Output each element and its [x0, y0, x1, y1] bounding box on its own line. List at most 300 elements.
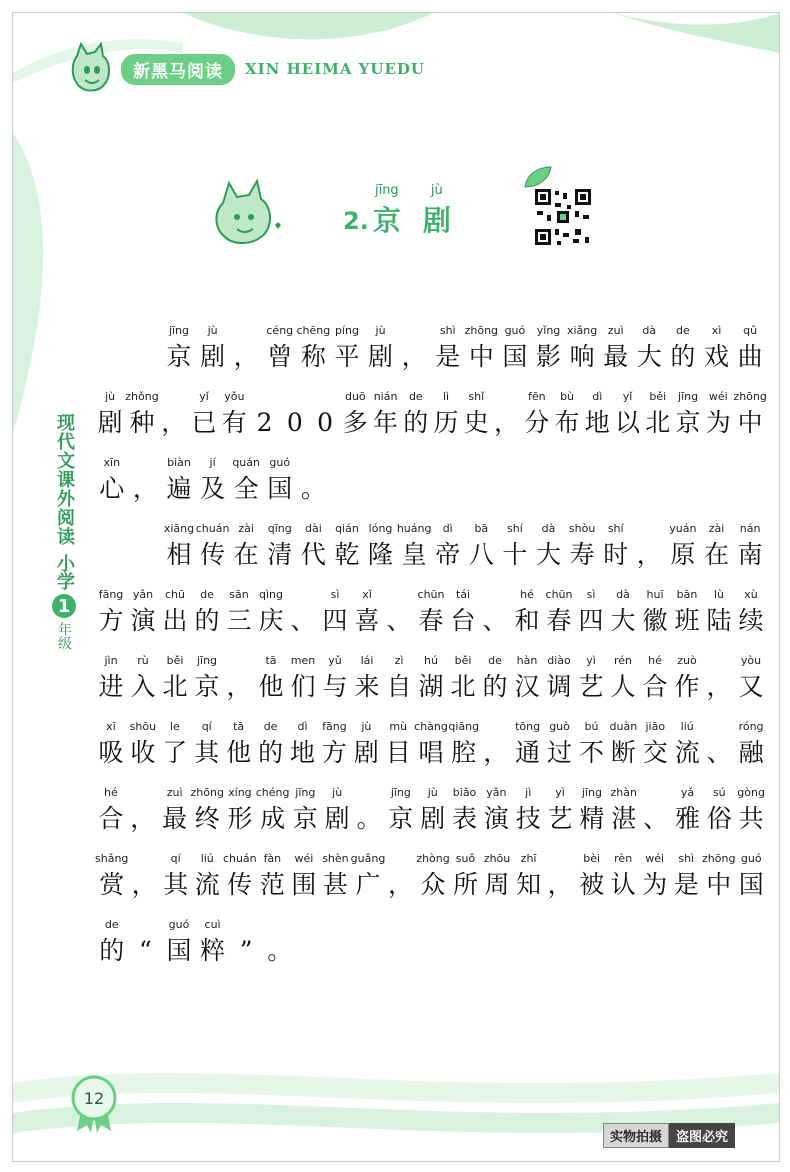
- hanzi: 与: [322, 672, 348, 701]
- ruby-char: [229, 918, 263, 968]
- hanzi: 目: [385, 738, 411, 767]
- pinyin: shǎng: [95, 852, 129, 865]
- ruby-char: [95, 654, 127, 704]
- hanzi: 。: [356, 804, 382, 833]
- hanzi: 流: [194, 870, 220, 899]
- ruby-char: [191, 588, 223, 638]
- ruby-char: [95, 852, 128, 902]
- hanzi: 唱: [418, 738, 444, 767]
- ruby-char: [370, 390, 400, 440]
- ruby-char: [612, 390, 642, 440]
- text-line: [95, 836, 767, 902]
- ruby-char: [599, 324, 633, 374]
- hanzi: 国: [267, 474, 293, 503]
- hanzi: 北: [162, 672, 188, 701]
- hanzi: 来: [354, 672, 380, 701]
- pinyin: xì: [711, 324, 722, 337]
- hanzi: 腔: [451, 738, 477, 767]
- pinyin: guó: [269, 456, 291, 469]
- pinyin: zì: [394, 654, 404, 667]
- ruby-char: [397, 324, 431, 374]
- ruby-char: [702, 852, 735, 902]
- hanzi: 甚: [322, 870, 348, 899]
- pinyin: zài: [238, 522, 254, 535]
- ruby-char: [263, 324, 297, 374]
- pinyin: chuán: [222, 852, 257, 865]
- pinyin: biàn: [167, 456, 191, 469]
- ruby-char: [666, 324, 700, 374]
- ruby-char: [351, 654, 383, 704]
- side-swoosh-decoration: [13, 133, 53, 433]
- pinyin: jù: [427, 786, 438, 799]
- ruby-char: [129, 522, 163, 572]
- hanzi: 大: [536, 540, 562, 569]
- ruby-char: [735, 720, 767, 770]
- pinyin: qǔ: [743, 324, 758, 337]
- ruby-char: [607, 588, 639, 638]
- ruby-char: [415, 588, 447, 638]
- ruby-char: [672, 786, 704, 836]
- pinyin: guǎng: [350, 852, 386, 865]
- ruby-char: [703, 588, 735, 638]
- hanzi: ，: [494, 408, 520, 437]
- stamp-copyright: 盗图必究: [669, 1123, 735, 1148]
- hanzi: 的: [99, 936, 125, 965]
- ruby-char: [565, 522, 599, 572]
- text-line: [95, 308, 767, 374]
- pinyin: běi: [649, 390, 667, 403]
- ruby-char: [280, 390, 310, 440]
- hanzi: 演: [483, 804, 509, 833]
- pinyin: yuán: [669, 522, 697, 535]
- hanzi: 北: [645, 408, 671, 437]
- hanzi: 的: [258, 738, 284, 767]
- hanzi: 雅: [674, 804, 700, 833]
- pinyin: yǔ: [328, 654, 342, 667]
- ruby-char: [350, 720, 382, 770]
- ruby-char: [196, 918, 230, 968]
- ruby-char: [479, 588, 511, 638]
- hanzi: 曲: [737, 342, 763, 371]
- ruby-char: [191, 720, 223, 770]
- hanzi: 地: [289, 738, 315, 767]
- pinyin: dà: [642, 324, 657, 337]
- ruby-char: [639, 852, 671, 902]
- hanzi: 是: [435, 342, 461, 371]
- ruby-char: [416, 852, 449, 902]
- hanzi: 有: [221, 408, 247, 437]
- ruby-char: [297, 456, 331, 506]
- hanzi: 方: [321, 738, 347, 767]
- pinyin: jīng: [390, 786, 411, 799]
- hanzi: 周: [484, 870, 510, 899]
- hanzi: 形: [227, 804, 253, 833]
- hanzi: 0: [286, 408, 303, 437]
- pinyin: lóng: [368, 522, 393, 535]
- ruby-char: [633, 324, 667, 374]
- horse-mascot-icon: [67, 42, 115, 96]
- ruby-char: [255, 720, 287, 770]
- pinyin: hé: [104, 786, 118, 799]
- ruby-char: [162, 456, 196, 506]
- pinyin: jīng: [196, 654, 218, 667]
- ruby-char: [256, 786, 290, 836]
- ruby-char: [191, 654, 223, 704]
- hanzi: 俗: [706, 804, 732, 833]
- ruby-char: [447, 654, 479, 704]
- pinyin: dài: [304, 522, 322, 535]
- hanzi: 时: [603, 540, 629, 569]
- pinyin: shōu: [129, 720, 157, 733]
- book-page: [12, 12, 780, 1162]
- hanzi: 进: [98, 672, 124, 701]
- text-line: [95, 770, 767, 836]
- pinyin: xiāng: [163, 522, 195, 535]
- hanzi: 以: [615, 408, 641, 437]
- ruby-char: [95, 720, 127, 770]
- ruby-char: [318, 720, 350, 770]
- pinyin: bú: [584, 720, 599, 733]
- ruby-char: [576, 786, 608, 836]
- ruby-char: [532, 324, 566, 374]
- hanzi: 最: [162, 804, 188, 833]
- hanzi: 为: [705, 408, 731, 437]
- pinyin: zuì: [607, 324, 624, 337]
- text-line: [95, 902, 767, 968]
- page-number: 12: [83, 1088, 105, 1108]
- ruby-char: [127, 654, 159, 704]
- pinyin: yǒu: [224, 390, 245, 403]
- title-pinyin: jù: [430, 183, 443, 198]
- ruby-char: [287, 720, 319, 770]
- hanzi: ”: [239, 936, 253, 965]
- pinyin: le: [169, 720, 180, 733]
- pinyin: jiāo: [645, 720, 666, 733]
- lesson-title-block: [203, 163, 623, 263]
- ruby-char: [196, 324, 230, 374]
- pinyin: jù: [105, 390, 116, 403]
- hanzi: 、: [386, 606, 412, 635]
- hanzi: ，: [388, 870, 414, 899]
- hanzi: ，: [130, 804, 156, 833]
- pinyin: guó: [168, 918, 190, 931]
- ruby-char: [249, 390, 279, 440]
- ruby-char: [159, 720, 191, 770]
- hanzi: 的: [194, 606, 220, 635]
- hanzi: ，: [401, 342, 427, 371]
- pinyin: píng: [334, 324, 359, 337]
- hanzi: 终: [194, 804, 220, 833]
- pinyin: yǎn: [132, 588, 154, 601]
- ruby-char: [735, 588, 767, 638]
- hanzi: 中: [468, 342, 494, 371]
- hanzi: 平: [334, 342, 360, 371]
- ruby-char: [522, 390, 552, 440]
- ruby-char: [397, 522, 431, 572]
- pinyin: bān: [676, 588, 698, 601]
- hanzi: 技: [515, 804, 541, 833]
- hanzi: ，: [547, 870, 573, 899]
- pinyin: zhōu: [483, 852, 511, 865]
- hanzi: 方: [98, 606, 124, 635]
- hanzi: 遍: [166, 474, 192, 503]
- pinyin: jù: [207, 324, 218, 337]
- hanzi: 在: [703, 540, 729, 569]
- ruby-char: [310, 390, 340, 440]
- pinyin: tā: [265, 654, 277, 667]
- ruby-char: [703, 720, 735, 770]
- pinyin: dì: [592, 390, 603, 403]
- hanzi: 八: [468, 540, 494, 569]
- pinyin: zuì: [166, 786, 183, 799]
- pinyin: yǐng: [536, 324, 561, 337]
- ruby-char: [95, 588, 127, 638]
- hanzi: 、: [290, 606, 316, 635]
- hanzi: 吸: [98, 738, 124, 767]
- hanzi: ，: [132, 474, 158, 503]
- pinyin: qìng: [259, 588, 283, 601]
- pinyin: zài: [708, 522, 725, 535]
- ruby-char: [287, 588, 319, 638]
- ruby-char: [544, 852, 576, 902]
- ruby-char: [735, 852, 767, 902]
- ruby-char: [465, 522, 499, 572]
- pinyin: yǎn: [486, 786, 507, 799]
- hanzi: 皇: [401, 540, 427, 569]
- hanzi: 融: [738, 738, 764, 767]
- stamp-real-photo: 实物拍摄: [603, 1123, 669, 1148]
- hanzi: 艺: [547, 804, 573, 833]
- pinyin: dì: [442, 522, 453, 535]
- hanzi: 其: [163, 870, 189, 899]
- ruby-char: [491, 390, 521, 440]
- ruby-char: [643, 390, 673, 440]
- ruby-char: [431, 522, 465, 572]
- hanzi: 2: [256, 408, 273, 437]
- ruby-char: [297, 522, 331, 572]
- pinyin: jīng: [678, 390, 699, 403]
- ruby-char: [543, 654, 575, 704]
- pinyin: de: [263, 720, 278, 733]
- ruby-char: [582, 390, 612, 440]
- ruby-char: [414, 720, 448, 770]
- pinyin: lù: [713, 588, 725, 601]
- pinyin: bù: [560, 390, 575, 403]
- hanzi: 最: [603, 342, 629, 371]
- hanzi: 又: [738, 672, 764, 701]
- hanzi: 们: [290, 672, 316, 701]
- ruby-char: [319, 588, 351, 638]
- ruby-char: [320, 852, 352, 902]
- ruby-char: [219, 390, 249, 440]
- hanzi: ，: [233, 342, 259, 371]
- ruby-char: [189, 390, 219, 440]
- hanzi: 是: [673, 870, 699, 899]
- pinyin: tōng: [515, 720, 541, 733]
- hanzi: ，: [161, 408, 187, 437]
- hanzi: 演: [130, 606, 156, 635]
- hanzi: ，: [706, 672, 732, 701]
- ruby-char: [511, 654, 543, 704]
- ruby-char: [129, 324, 163, 374]
- hanzi: 他: [258, 672, 284, 701]
- ruby-char: [532, 522, 566, 572]
- pinyin: xù: [744, 588, 758, 601]
- ruby-char: [351, 852, 385, 902]
- hanzi: 调: [546, 672, 572, 701]
- ruby-char: [162, 522, 196, 572]
- hanzi: 自: [386, 672, 412, 701]
- ruby-char: [159, 588, 191, 638]
- ruby-char: [224, 786, 256, 836]
- ruby-char: [666, 522, 700, 572]
- hanzi: 种: [129, 408, 155, 437]
- hanzi: 京: [675, 408, 701, 437]
- pinyin: guò: [549, 720, 570, 733]
- ruby-char: [364, 324, 398, 374]
- ruby-char: [223, 588, 255, 638]
- hanzi: 年: [373, 408, 399, 437]
- ruby-char: [671, 720, 703, 770]
- hanzi: 在: [233, 540, 259, 569]
- hanzi: 寿: [569, 540, 595, 569]
- pinyin: bā: [474, 522, 489, 535]
- pinyin: jù: [332, 786, 343, 799]
- pinyin: qiāng: [448, 720, 480, 733]
- hanzi: 地: [584, 408, 610, 437]
- pinyin: sú: [712, 786, 726, 799]
- text-line: [95, 440, 767, 506]
- ruby-char: [340, 390, 370, 440]
- pinyin: suǒ: [455, 852, 476, 865]
- ruby-char: [670, 852, 702, 902]
- photo-stamp: [603, 1123, 735, 1148]
- pinyin: bèi: [583, 852, 601, 865]
- ruby-char: [255, 588, 287, 638]
- text-line: [95, 638, 767, 704]
- pinyin: shòu: [568, 522, 596, 535]
- ruby-char: [608, 786, 640, 836]
- pinyin: rén: [613, 654, 633, 667]
- pinyin: běi: [454, 654, 472, 667]
- text-line: [95, 374, 767, 440]
- ruby-char: [512, 720, 544, 770]
- ruby-char: [263, 522, 297, 572]
- brand-header: [67, 39, 425, 99]
- ruby-char: [223, 720, 255, 770]
- hanzi: 及: [200, 474, 226, 503]
- hanzi: 京: [166, 342, 192, 371]
- pinyin: jù: [375, 324, 386, 337]
- hanzi: 被: [579, 870, 605, 899]
- ruby-char: [733, 390, 766, 440]
- hanzi: 成: [260, 804, 286, 833]
- pinyin: de: [488, 654, 502, 667]
- ruby-char: [351, 588, 383, 638]
- ruby-char: [543, 588, 575, 638]
- ruby-char: [95, 918, 129, 968]
- ruby-char: [127, 786, 159, 836]
- pinyin: chuán: [195, 522, 230, 535]
- ruby-char: [700, 522, 734, 572]
- reading-passage: [95, 308, 767, 968]
- ruby-char: [383, 588, 415, 638]
- ruby-char: [229, 456, 263, 506]
- hanzi: 中: [737, 408, 763, 437]
- pinyin: jìn: [104, 654, 118, 667]
- ruby-char: [735, 654, 767, 704]
- hanzi: 戏: [703, 342, 729, 371]
- pinyin: men: [290, 654, 316, 667]
- hanzi: 的: [403, 408, 429, 437]
- pinyin: biǎo: [452, 786, 477, 799]
- pinyin: hú: [424, 654, 438, 667]
- ruby-char: [95, 522, 129, 572]
- hanzi: 范: [259, 870, 285, 899]
- ruby-char: [382, 720, 414, 770]
- ruby-char: [639, 588, 671, 638]
- pinyin: zuò: [677, 654, 697, 667]
- hanzi: 京: [194, 672, 220, 701]
- text-line: [95, 704, 767, 770]
- pinyin: shì: [678, 852, 695, 865]
- pinyin: fāng: [98, 588, 124, 601]
- pinyin: guó: [504, 324, 526, 337]
- hanzi: 剧: [420, 804, 446, 833]
- pinyin: wéi: [294, 852, 314, 865]
- hanzi: 、: [482, 606, 508, 635]
- ruby-char: [448, 720, 480, 770]
- text-line: [95, 506, 767, 572]
- pinyin: qīng: [267, 522, 292, 535]
- qr-code[interactable]: [533, 187, 593, 247]
- pinyin: lì: [443, 390, 450, 403]
- pinyin: chēng: [296, 324, 331, 337]
- pinyin: chàng: [414, 720, 448, 733]
- ruby-char: [257, 852, 289, 902]
- pinyin: jīng: [581, 786, 602, 799]
- ruby-char: [289, 786, 321, 836]
- hanzi: 。: [267, 936, 293, 965]
- ruby-char: [575, 588, 607, 638]
- hanzi: 原: [670, 540, 696, 569]
- hanzi: 人: [610, 672, 636, 701]
- ruby-char: [673, 390, 703, 440]
- hanzi: 过: [547, 738, 573, 767]
- ruby-char: [330, 324, 364, 374]
- hanzi: 帝: [435, 540, 461, 569]
- hanzi: 传: [200, 540, 226, 569]
- hanzi: 交: [642, 738, 668, 767]
- ruby-char: [401, 390, 431, 440]
- ruby-char: [196, 456, 230, 506]
- pinyin: rèn: [614, 852, 633, 865]
- leaf-icon: [523, 165, 553, 189]
- ruby-char: [703, 390, 733, 440]
- ruby-char: [229, 522, 263, 572]
- horse-mascot-icon: [203, 173, 293, 253]
- hanzi: 北: [450, 672, 476, 701]
- text-line: [95, 572, 767, 638]
- hanzi: 认: [610, 870, 636, 899]
- hanzi: 0: [317, 408, 334, 437]
- ruby-char: [513, 852, 545, 902]
- pinyin: de: [200, 588, 214, 601]
- ruby-char: [480, 720, 512, 770]
- ruby-char: [607, 654, 639, 704]
- hanzi: 清: [267, 540, 293, 569]
- ruby-char: [229, 324, 263, 374]
